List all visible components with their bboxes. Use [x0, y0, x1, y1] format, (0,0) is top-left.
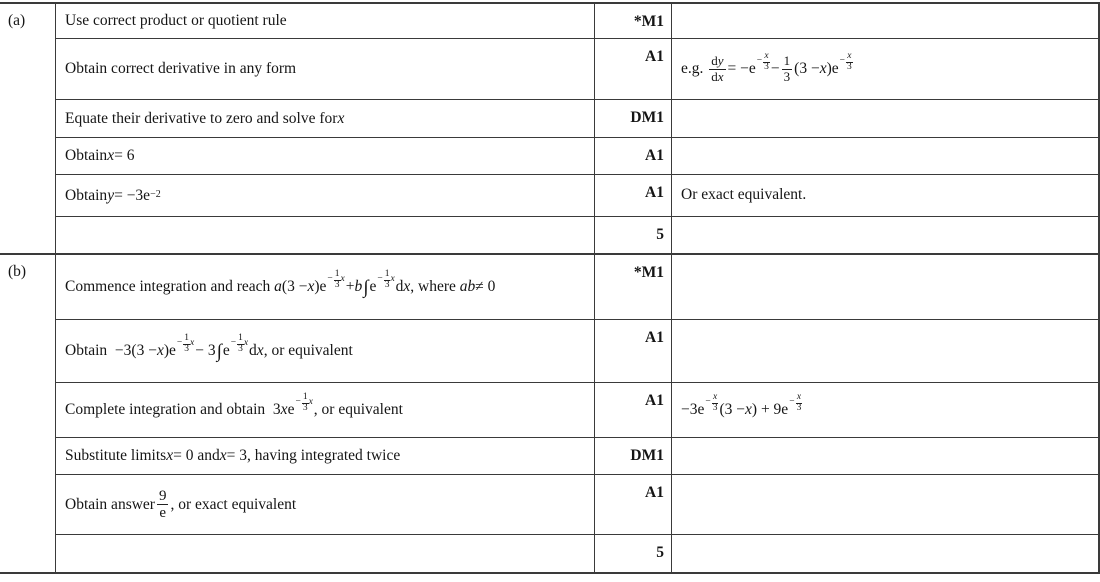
table-row [56, 216, 1098, 253]
comment-text [672, 4, 1098, 38]
part-label: (b) [0, 255, 56, 572]
mark-code: DM1 [594, 438, 672, 474]
comment-text [672, 255, 1098, 319]
table-row [56, 137, 1098, 174]
comment-text [672, 535, 1098, 572]
table-row [56, 174, 1098, 216]
table-row [56, 382, 1098, 437]
comment-text: Or exact equivalent. [681, 186, 807, 204]
mark-code: *M1 [594, 255, 672, 319]
table-row [56, 534, 1098, 572]
comment-text [672, 217, 1098, 253]
comment-text: −3e − $\frac{x}{3}$ (3 − x ) + 9e − $\frac{x}{3}$ [681, 391, 802, 418]
criterion-text: Commence integration and reach a (3 − x )e − $\frac{1}{3}$ x + b ∫ e − $\frac{1}{3}$ x d x , where ab ≠ 0 [65, 268, 496, 299]
criterion-text: Obtain −3(3 − x )e − $\frac{1}{3}$ x − 3 ∫ e − $\frac{1}{3}$ x d x , or equivalent [65, 332, 353, 363]
mark-scheme-table [0, 2, 1100, 574]
criterion-text: Obtain correct derivative in any form [65, 60, 297, 78]
comment-text [672, 438, 1098, 474]
mark-code: A1 [594, 320, 672, 382]
mark-code: A1 [594, 39, 672, 99]
comment-text [672, 320, 1098, 382]
comment-text [672, 475, 1098, 534]
part-section [0, 4, 1098, 253]
table-row [56, 99, 1098, 137]
mark-code: DM1 [594, 100, 672, 137]
mark-code: A1 [594, 475, 672, 534]
table-row [56, 437, 1098, 474]
criterion-text: Equate their derivative to zero and solve for x [65, 109, 345, 127]
criterion-text: Complete integration and obtain 3 x e − $\frac{1}{3}$ x , or equivalent [65, 391, 403, 419]
criterion-text: Obtain x = 6 [65, 147, 135, 165]
table-row [56, 38, 1098, 99]
criterion-text: Substitute limits x = 0 and x = 3, having integrated twice [65, 447, 401, 465]
mark-code: 5 [594, 217, 672, 253]
criterion-text: Obtain y = −3e −2 [65, 186, 161, 204]
mark-code: *M1 [594, 4, 672, 38]
criterion-text [56, 217, 594, 253]
mark-code: 5 [594, 535, 672, 572]
part-rows [56, 255, 1098, 572]
part-label: (a) [0, 4, 56, 253]
table-row [56, 319, 1098, 382]
comment-text [672, 138, 1098, 174]
mark-code: A1 [594, 138, 672, 174]
criterion-text: Use correct product or quotient rule [65, 12, 287, 30]
criterion-text: Obtain answer $\frac{9}{e}$ , or exact equivalent [65, 487, 297, 521]
criterion-text [56, 535, 594, 572]
table-row [56, 255, 1098, 319]
comment-text: e.g. $\frac{dy}{dx}$ = −e − $\frac{x}{3}$ − $\frac{1}{3}$ (3 − x )e − $\frac{x}{3}$ [681, 50, 852, 84]
mark-code: A1 [594, 383, 672, 437]
mark-code: A1 [594, 175, 672, 216]
table-row [56, 4, 1098, 38]
part-section [0, 253, 1098, 572]
comment-text [672, 100, 1098, 137]
table-row [56, 474, 1098, 534]
part-rows [56, 4, 1098, 253]
